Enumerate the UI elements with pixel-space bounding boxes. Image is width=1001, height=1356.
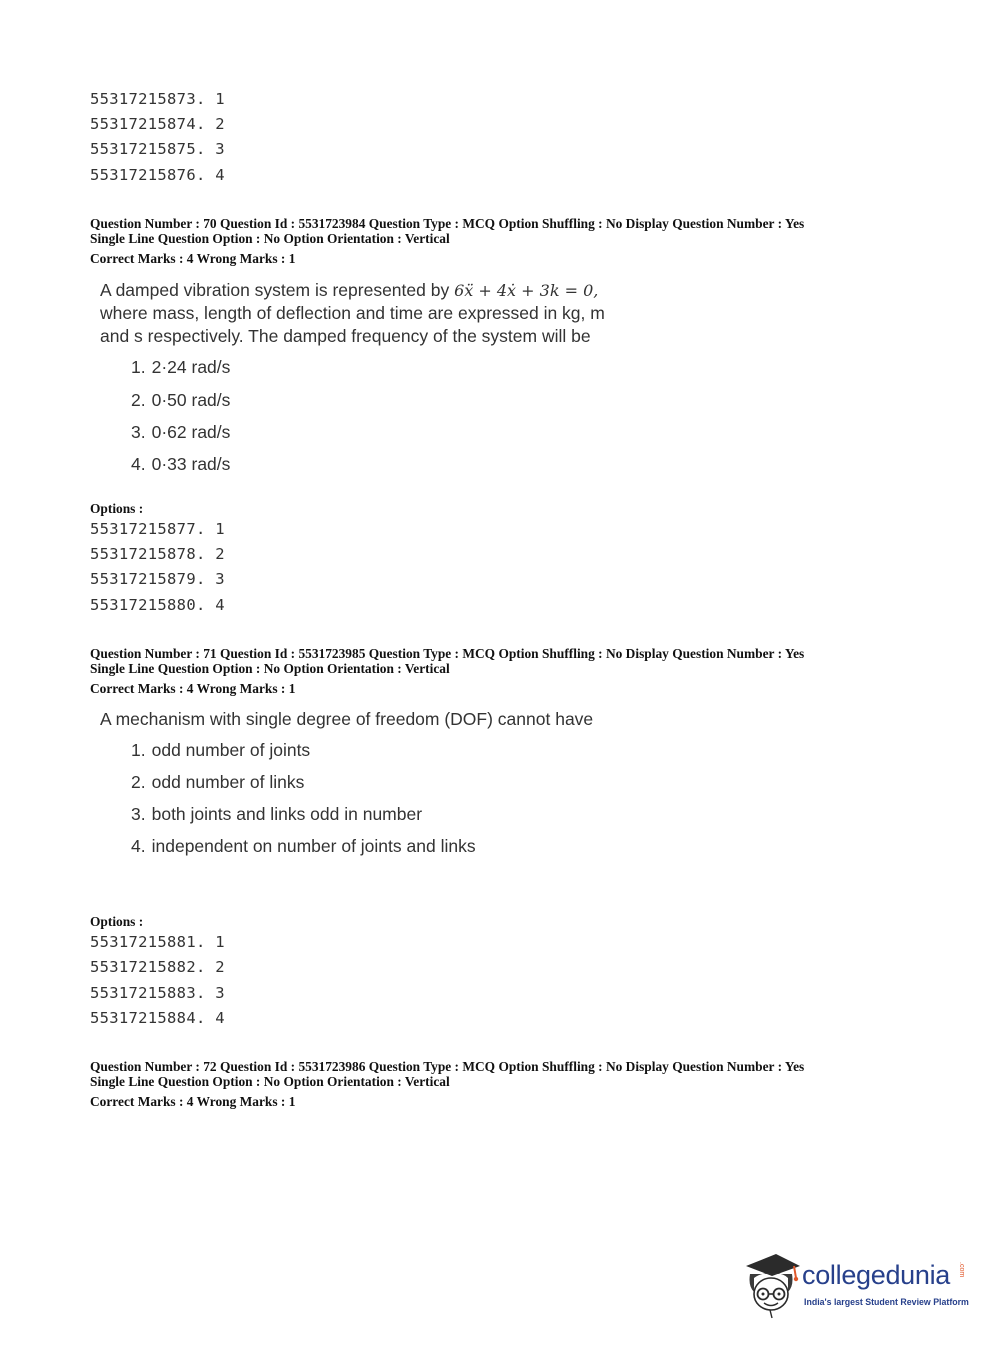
option-id-line: 55317215883. 3 (90, 984, 225, 1002)
choice-item (131, 390, 230, 411)
question-meta-line-2: Single Line Question Option : No Option Orientation : Vertical (90, 661, 450, 676)
logo-tagline: India's largest Student Review Platform (804, 1297, 969, 1307)
choice-number: 4. (131, 836, 146, 856)
question-meta-line-1: Question Number : 71 Question Id : 5531723985 Question Type : MCQ Option Shuffling : No Display Question Number : Yes (90, 646, 805, 661)
option-id-line: 55317215884. 4 (90, 1009, 225, 1027)
choice-number: 1. (131, 357, 146, 377)
option-id-line: 55317215881. 1 (90, 933, 225, 951)
option-id-line: 55317215875. 3 (90, 140, 225, 158)
choice-item (131, 836, 476, 857)
question-text-line: where mass, length of deflection and time are expressed in kg, m (100, 303, 605, 323)
choice-text: odd number of joints (151, 740, 311, 760)
choice-text: independent on number of joints and links (151, 836, 476, 856)
choice-item (131, 772, 304, 793)
question-marks: Correct Marks : 4 Wrong Marks : 1 (90, 681, 296, 696)
choice-text: 2·24 rad/s (151, 357, 231, 377)
choice-number: 3. (131, 804, 146, 824)
mascot-icon (742, 1248, 802, 1320)
option-id-line: 55317215873. 1 (90, 90, 225, 108)
question-meta-line-2: Single Line Question Option : No Option Orientation : Vertical (90, 1074, 450, 1089)
logo-suffix: .com (958, 1262, 965, 1278)
choice-text: both joints and links odd in number (151, 804, 423, 824)
choice-item (131, 454, 230, 475)
option-id-line: 55317215880. 4 (90, 596, 225, 614)
choice-text: 0·50 rad/s (151, 390, 231, 410)
choice-item (131, 804, 422, 825)
choice-item (131, 357, 230, 378)
question-marks: Correct Marks : 4 Wrong Marks : 1 (90, 251, 296, 266)
question-meta-line-2: Single Line Question Option : No Option Orientation : Vertical (90, 231, 450, 246)
options-label: Options : (90, 501, 144, 516)
option-id-line: 55317215877. 1 (90, 520, 225, 538)
collegedunia-logo (742, 1248, 972, 1320)
equation: 6ẍ + 4ẋ + 3k = 0, (454, 281, 599, 300)
choice-text: 0·33 rad/s (151, 454, 231, 474)
question-meta-line-1: Question Number : 70 Question Id : 5531723984 Question Type : MCQ Option Shuffling : No Display Question Number : Yes (90, 216, 805, 231)
option-id-line: 55317215882. 2 (90, 958, 225, 976)
question-text: A damped vibration system is represented by (100, 280, 450, 300)
option-id-line: 55317215876. 4 (90, 166, 225, 184)
question-marks: Correct Marks : 4 Wrong Marks : 1 (90, 1094, 296, 1109)
question-text-line: A mechanism with single degree of freedom (DOF) cannot have (100, 709, 594, 729)
logo-wordmark: collegedunia (802, 1260, 951, 1290)
choice-item (131, 740, 310, 761)
options-label: Options : (90, 914, 144, 929)
option-id-line: 55317215874. 2 (90, 115, 225, 133)
choice-number: 1. (131, 740, 146, 760)
choice-number: 2. (131, 390, 146, 410)
choice-number: 4. (131, 454, 146, 474)
question-text-line (100, 279, 598, 302)
choice-item (131, 422, 230, 443)
question-text-line: and s respectively. The damped frequency of the system will be (100, 326, 591, 346)
choice-number: 3. (131, 422, 146, 442)
choice-number: 2. (131, 772, 146, 792)
option-id-line: 55317215878. 2 (90, 545, 225, 563)
choice-text: odd number of links (151, 772, 305, 792)
question-meta-line-1: Question Number : 72 Question Id : 5531723986 Question Type : MCQ Option Shuffling : No Display Question Number : Yes (90, 1059, 805, 1074)
choice-text: 0·62 rad/s (151, 422, 231, 442)
option-id-line: 55317215879. 3 (90, 570, 225, 588)
